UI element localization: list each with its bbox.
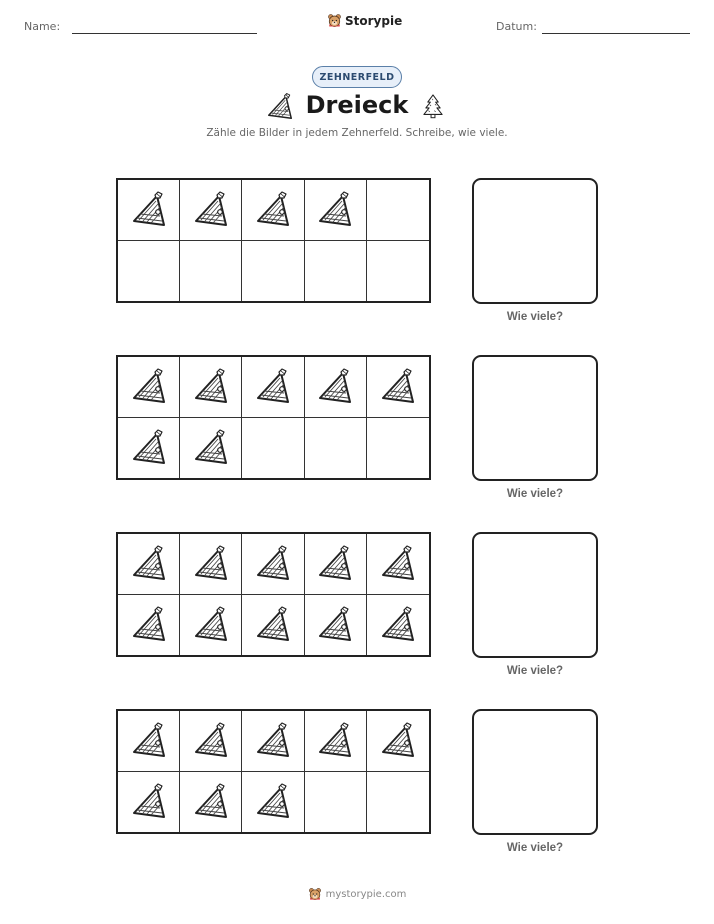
- ten-frame-cell: [180, 180, 242, 241]
- triangle-instrument-icon: [191, 190, 231, 230]
- ten-frame: [116, 532, 431, 657]
- triangle-instrument-icon: [129, 367, 169, 407]
- instructions: Zähle die Bilder in jedem Zehnerfeld. Schreibe, wie viele.: [206, 127, 508, 139]
- answer-box[interactable]: [472, 355, 598, 481]
- ten-frame-cell: [180, 534, 242, 595]
- triangle-instrument-icon: [378, 367, 418, 407]
- answer-label: Wie viele?: [506, 665, 564, 677]
- ten-frame-cell: [367, 241, 429, 302]
- name-label: Name:: [24, 20, 61, 33]
- date-line[interactable]: [542, 33, 690, 34]
- triangle-instrument-icon: [315, 544, 355, 584]
- ten-frame-cell: [242, 418, 304, 479]
- triangle-instrument-icon: [378, 605, 418, 645]
- ten-frame-cell: [242, 180, 304, 241]
- name-line[interactable]: [72, 33, 257, 34]
- triangle-instrument-icon: [253, 721, 293, 761]
- bear-logo-icon: [308, 887, 322, 901]
- ten-frame-cell: [367, 418, 429, 479]
- triangle-instrument-icon: [315, 605, 355, 645]
- triangle-instrument-icon: [191, 782, 231, 822]
- answer-box[interactable]: [472, 178, 598, 304]
- ten-frame-cell: [118, 418, 180, 479]
- answer-box[interactable]: [472, 532, 598, 658]
- triangle-instrument-icon: [315, 721, 355, 761]
- ten-frame-cell: [180, 595, 242, 656]
- ten-frame-cell: [305, 772, 367, 833]
- page-title: Dreieck: [305, 91, 409, 119]
- ten-frame-cell: [305, 711, 367, 772]
- ten-frame-cell: [305, 534, 367, 595]
- triangle-instrument-icon: [129, 782, 169, 822]
- triangle-instrument-icon: [129, 428, 169, 468]
- ten-frame-cell: [367, 180, 429, 241]
- triangle-instrument-icon: [315, 367, 355, 407]
- ten-frame: [116, 355, 431, 480]
- ten-frame-cell: [180, 418, 242, 479]
- ten-frame-cell: [242, 772, 304, 833]
- triangle-instrument-icon: [129, 544, 169, 584]
- brand-name: Storypie: [345, 13, 403, 28]
- ten-frame-cell: [305, 241, 367, 302]
- triangle-instrument-icon: [191, 428, 231, 468]
- triangle-instrument-icon: [129, 605, 169, 645]
- triangle-instrument-icon: [253, 782, 293, 822]
- footer: [0, 887, 714, 901]
- ten-frame-cell: [180, 772, 242, 833]
- answer-label: Wie viele?: [506, 311, 564, 323]
- answer-label: Wie viele?: [506, 842, 564, 854]
- ten-frame-cell: [118, 180, 180, 241]
- ten-frame-cell: [118, 711, 180, 772]
- ten-frame-cell: [118, 241, 180, 302]
- pine-tree-icon: [420, 91, 446, 121]
- ten-frame: [116, 709, 431, 834]
- triangle-instrument-icon: [191, 544, 231, 584]
- ten-frame-cell: [118, 534, 180, 595]
- ten-frame-cell: [305, 357, 367, 418]
- answer-box[interactable]: [472, 709, 598, 835]
- ten-frame-cell: [118, 357, 180, 418]
- ten-frame-cell: [367, 595, 429, 656]
- ten-frame-cell: [118, 595, 180, 656]
- ten-frame-cell: [367, 711, 429, 772]
- triangle-instrument-icon: [253, 190, 293, 230]
- triangle-instrument-icon: [129, 190, 169, 230]
- ten-frame-cell: [180, 711, 242, 772]
- date-label: Datum:: [496, 20, 537, 33]
- bear-logo-icon: [327, 13, 342, 28]
- ten-frame-cell: [180, 241, 242, 302]
- ten-frame-cell: [305, 180, 367, 241]
- ten-frame-cell: [242, 534, 304, 595]
- triangle-instrument-icon: [253, 544, 293, 584]
- triangle-instrument-icon: [378, 544, 418, 584]
- ten-frame-cell: [367, 357, 429, 418]
- triangle-instrument-icon: [129, 721, 169, 761]
- triangle-instrument-icon: [253, 367, 293, 407]
- ten-frame-cell: [305, 418, 367, 479]
- ten-frame-cell: [367, 534, 429, 595]
- ten-frame-cell: [242, 595, 304, 656]
- triangle-instrument-icon: [253, 605, 293, 645]
- ten-frame-cell: [305, 595, 367, 656]
- triangle-instrument-icon: [315, 190, 355, 230]
- triangle-instrument-icon: [378, 721, 418, 761]
- ten-frame-cell: [242, 357, 304, 418]
- footer-url: mystorypie.com: [325, 888, 407, 900]
- worksheet-type-badge: ZEHNERFELD: [312, 66, 402, 88]
- ten-frame-cell: [118, 772, 180, 833]
- ten-frame-cell: [242, 711, 304, 772]
- triangle-instrument-icon: [191, 367, 231, 407]
- ten-frame-cell: [367, 772, 429, 833]
- ten-frame-cell: [242, 241, 304, 302]
- triangle-instrument-icon: [191, 605, 231, 645]
- ten-frame: [116, 178, 431, 303]
- triangle-instrument-icon: [191, 721, 231, 761]
- brand-logo: [327, 13, 402, 28]
- answer-label: Wie viele?: [506, 488, 564, 500]
- ten-frame-cell: [180, 357, 242, 418]
